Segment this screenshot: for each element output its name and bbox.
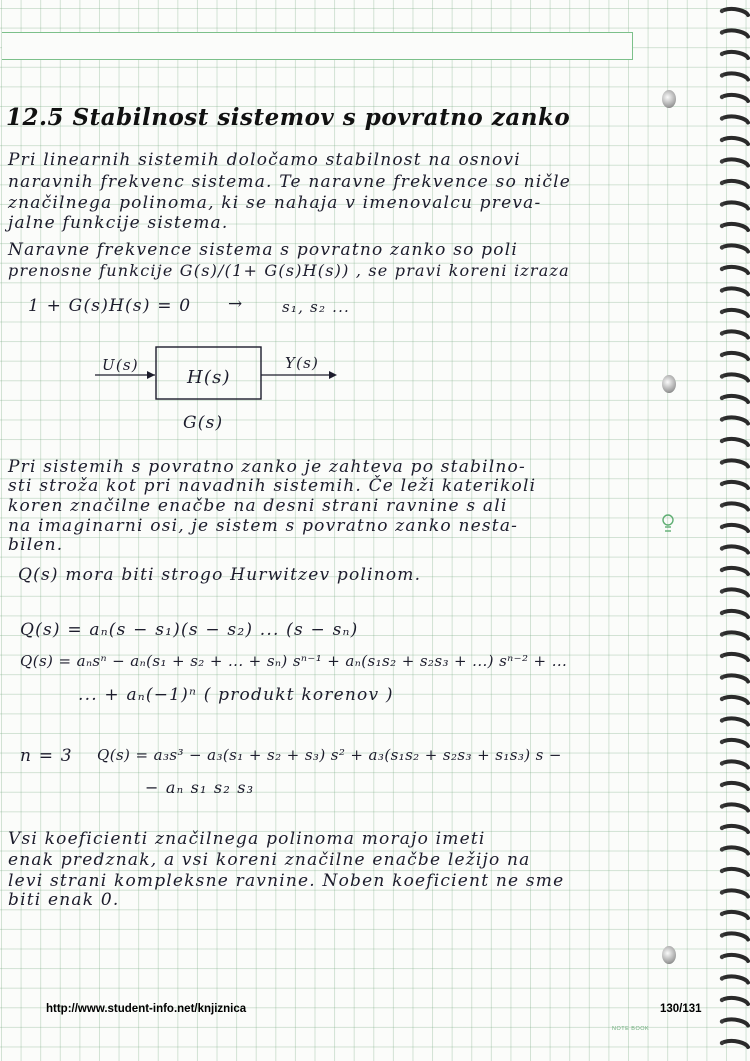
paragraph4-line: Vsi koeficienti značilnega polinoma morajo imeti <box>8 829 486 849</box>
paragraph4-line: enak predznak, a vsi koreni značilne enačbe ležijo na <box>8 850 531 870</box>
spiral-hole <box>720 589 724 593</box>
spiral-loop <box>724 955 748 961</box>
spiral-loop <box>724 568 748 574</box>
spiral-loop <box>724 718 748 724</box>
spiral-loop <box>724 675 748 681</box>
spiral-hole <box>720 202 724 206</box>
header-box <box>2 32 633 60</box>
spiral-hole <box>720 116 724 120</box>
spiral-loop <box>724 396 748 402</box>
spiral-loop <box>724 460 748 466</box>
spiral-hole <box>720 310 724 314</box>
spiral-hole <box>720 181 724 185</box>
spiral-hole <box>720 288 724 292</box>
spiral-hole <box>720 267 724 271</box>
spiral-loop <box>724 267 748 273</box>
paragraph4-line: biti enak 0. <box>8 890 120 910</box>
paragraph2-line: prenosne funkcije G(s)/(1+ G(s)H(s)) , se pravi koreni izraza <box>8 261 570 280</box>
cubic-polynomial-continued: − aₙ s₁ s₂ s₃ <box>145 778 255 797</box>
spiral-loop <box>724 417 748 423</box>
spiral-loop <box>724 30 748 36</box>
spiral-loop <box>724 697 748 703</box>
spiral-loop <box>724 525 748 531</box>
spiral-loop <box>724 761 748 767</box>
spiral-loop <box>724 933 748 939</box>
paragraph2-line: Naravne frekvence sistema s povratno zanko so poli <box>8 240 518 260</box>
punch-hole-icon <box>662 946 676 964</box>
spiral-hole <box>720 396 724 400</box>
spiral-hole <box>720 718 724 722</box>
spiral-hole <box>720 138 724 142</box>
spiral-hole <box>720 503 724 507</box>
spiral-hole <box>720 826 724 830</box>
spiral-loop <box>724 181 748 187</box>
spiral-hole <box>720 30 724 34</box>
spiral-loop <box>724 890 748 896</box>
input-label: U(s) <box>102 356 139 374</box>
spiral-loop <box>724 632 748 638</box>
spiral-loop <box>724 826 748 832</box>
spiral-hole <box>720 761 724 765</box>
spiral-hole <box>720 1019 724 1023</box>
spiral-loop <box>724 202 748 208</box>
spiral-hole <box>720 654 724 658</box>
spiral-hole <box>720 525 724 529</box>
bulb-icon <box>661 512 675 538</box>
spiral-loop <box>724 847 748 853</box>
spiral-loop <box>724 439 748 445</box>
spiral-hole <box>720 632 724 636</box>
spiral-hole <box>720 331 724 335</box>
spiral-loop <box>724 374 748 380</box>
spiral-loop <box>724 998 748 1004</box>
spiral-loop <box>724 546 748 552</box>
spiral-hole <box>720 95 724 99</box>
spiral-hole <box>720 224 724 228</box>
section-heading: 12.5 Stabilnost sistemov s povratno zanko <box>6 104 571 131</box>
spiral-loop <box>724 976 748 982</box>
spiral-loop <box>724 159 748 165</box>
spiral-hole <box>720 697 724 701</box>
spiral-loop <box>724 9 748 15</box>
spiral-hole <box>720 675 724 679</box>
paragraph3-line: bilen. <box>8 535 64 555</box>
spiral-loop <box>724 503 748 509</box>
spiral-hole <box>720 783 724 787</box>
spiral-binding <box>700 0 750 1061</box>
spiral-hole <box>720 439 724 443</box>
spiral-hole <box>720 460 724 464</box>
spiral-hole <box>720 611 724 615</box>
spiral-loop <box>724 138 748 144</box>
spiral-loop <box>724 353 748 359</box>
spiral-hole <box>720 374 724 378</box>
spiral-loop <box>724 783 748 789</box>
block-label: H(s) <box>187 367 231 388</box>
arrow-icon: → <box>228 294 244 314</box>
spiral-hole <box>720 159 724 163</box>
spiral-loop <box>724 654 748 660</box>
spiral-loop <box>724 245 748 251</box>
paragraph1-line: Pri linearnih sistemih določamo stabilnost na osnovi <box>8 150 521 170</box>
spiral-hole <box>720 482 724 486</box>
spiral-loop <box>724 331 748 337</box>
feedback-label: G(s) <box>183 413 224 433</box>
spiral-loop <box>724 912 748 918</box>
spiral-loop <box>724 224 748 230</box>
paragraph1-line: jalne funkcije sistema. <box>8 213 229 233</box>
spiral-loop <box>724 52 748 58</box>
spiral-loop <box>724 482 748 488</box>
characteristic-equation: 1 + G(s)H(s) = 0 <box>28 296 192 316</box>
spiral-hole <box>720 52 724 56</box>
output-arrowhead-icon <box>329 371 337 379</box>
spiral-hole <box>720 9 724 13</box>
degree-label: n = 3 <box>20 746 73 766</box>
spiral-loop <box>724 869 748 875</box>
expanded-polynomial-continued: ... + aₙ(−1)ⁿ ( produkt korenov ) <box>78 685 394 705</box>
input-arrowhead-icon <box>147 371 155 379</box>
hurwitz-statement: Q(s) mora biti strogo Hurwitzev polinom. <box>18 565 422 585</box>
spiral-loop <box>724 95 748 101</box>
page-number: 130/131 <box>660 1003 702 1015</box>
spiral-loop <box>724 740 748 746</box>
spiral-hole <box>720 245 724 249</box>
spiral-hole <box>720 998 724 1002</box>
expanded-polynomial: Q(s) = aₙsⁿ − aₙ(s₁ + s₂ + ... + sₙ) sⁿ⁻¹ + aₙ(s₁s₂ + s₂s₃ + ...) sⁿ⁻² + ... <box>20 652 568 670</box>
output-label: Y(s) <box>285 354 320 372</box>
spiral-loop <box>724 288 748 294</box>
spiral-loop <box>724 1019 748 1025</box>
paragraph4-line: levi strani kompleksne ravnine. Noben koeficient ne sme <box>8 871 565 891</box>
spiral-hole <box>720 933 724 937</box>
spiral-loop <box>724 1041 748 1047</box>
spiral-hole <box>720 1041 724 1045</box>
spiral-loop <box>724 116 748 122</box>
paragraph3-line: Pri sistemih s povratno zanko je zahteva po stabilno- <box>8 457 526 477</box>
spiral-hole <box>720 417 724 421</box>
spiral-hole <box>720 847 724 851</box>
paragraph1-line: značilnega polinoma, ki se nahaja v imenovalcu preva- <box>8 193 542 213</box>
spiral-hole <box>720 890 724 894</box>
paragraph3-line: koren značilne enačbe na desni strani ravnine s ali <box>8 496 508 516</box>
cubic-polynomial: Q(s) = a₃s³ − a₃(s₁ + s₂ + s₃) s² + a₃(s₁s₂ + s₂s₃ + s₁s₃) s − <box>97 746 562 764</box>
spiral-hole <box>720 955 724 959</box>
spiral-hole <box>720 912 724 916</box>
roots-list: s₁, s₂ ... <box>282 298 351 316</box>
punch-hole-icon <box>662 90 676 108</box>
punch-hole-icon <box>662 375 676 393</box>
spiral-loop <box>724 804 748 810</box>
spiral-hole <box>720 976 724 980</box>
spiral-hole <box>720 73 724 77</box>
spiral-loop <box>724 73 748 79</box>
paragraph3-line: na imaginarni osi, je sistem s povratno zanko nesta- <box>8 516 519 536</box>
spiral-loop <box>724 310 748 316</box>
source-url: http://www.student-info.net/knjiznica <box>46 1003 247 1015</box>
paragraph3-line: sti stroža kot pri navadnih sistemih. Če leži katerikoli <box>8 476 537 496</box>
spiral-hole <box>720 869 724 873</box>
factored-polynomial: Q(s) = aₙ(s − s₁)(s − s₂) ... (s − sₙ) <box>20 620 359 640</box>
spiral-hole <box>720 546 724 550</box>
paragraph1-line: naravnih frekvenc sistema. Te naravne frekvence so ničle <box>8 172 572 192</box>
spiral-hole <box>720 804 724 808</box>
spiral-loop <box>724 589 748 595</box>
brand-mark: NOTE BOOK <box>612 1026 650 1032</box>
spiral-loop <box>724 611 748 617</box>
spiral-hole <box>720 353 724 357</box>
spiral-hole <box>720 568 724 572</box>
spiral-hole <box>720 740 724 744</box>
